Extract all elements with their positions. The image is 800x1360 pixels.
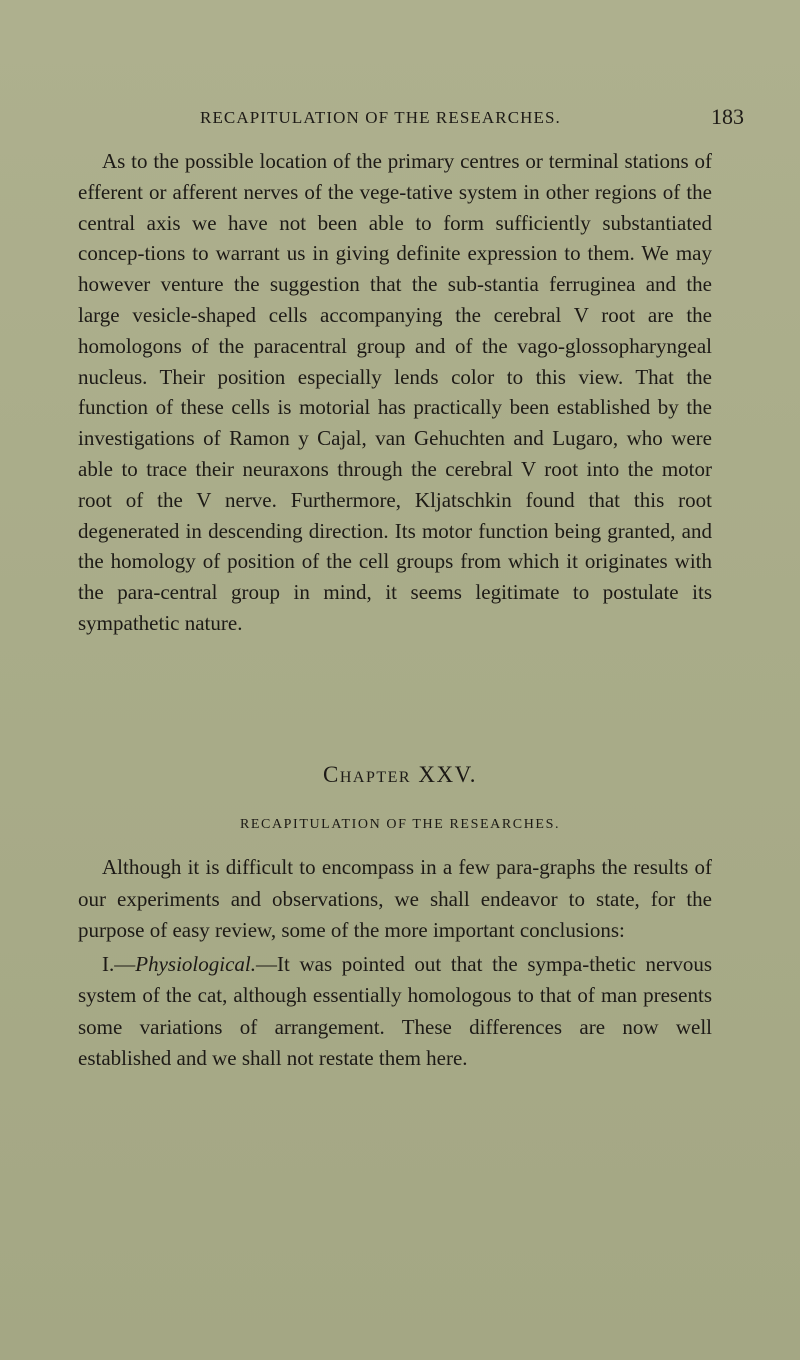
body-text [78,146,712,639]
paragraph-introduction: Although it is difficult to encompass in a few para-graphs the results of our experiments and observations, we shall endeavor to state, for the purpose of easy review, some of the more important conclusions: [78,855,712,942]
chapter-title: Chapter XXV. [323,762,477,787]
conclusion-item-physiological [78,949,712,1075]
chapter-body [78,852,712,1075]
item-heading: Physiological. [135,951,256,976]
running-head: RECAPITULATION OF THE RESEARCHES. [200,108,561,127]
item-text: —It was pointed out that the sympa-thetic nervous system of the cat, although essentially homologous to that of man presents some variations of arrangement. These differences are now well established and we shall not restate them here. [78,951,712,1070]
paragraph-location-of-centres: As to the possible location of the primary centres or terminal stations of efferent or afferent nerves of the vege-tative system in other regions of the central axis we have not been able to form sufficiently substantiated concep-tions to warrant us in giving definite expression to them. We may however venture the suggestion that the sub-stantia ferruginea and the large vesicle-shaped cells accompanying the cerebral V root are the homologons of the paracentral group and of the vago-glossopharyngeal nucleus. Their position especially lends color to this view. That the function of these cells is motorial has practically been established by the investigations of Ramon y Cajal, van Gehuchten and Lugaro, who were able to trace their neuraxons through the cerebral V root into the motor root of the V nerve. Furthermore, Kljatschkin found that this root degenerated in descending direction. Its motor function being granted, and the homology of position of the cell groups from which it originates with the para-central group in mind, it seems legitimate to postulate its sympathetic nature. [78,149,712,635]
page-number: 183 [711,104,744,129]
item-number: I.— [102,951,136,976]
chapter-subtitle: RECAPITULATION OF THE RESEARCHES. [239,817,561,832]
page-header [0,104,800,138]
